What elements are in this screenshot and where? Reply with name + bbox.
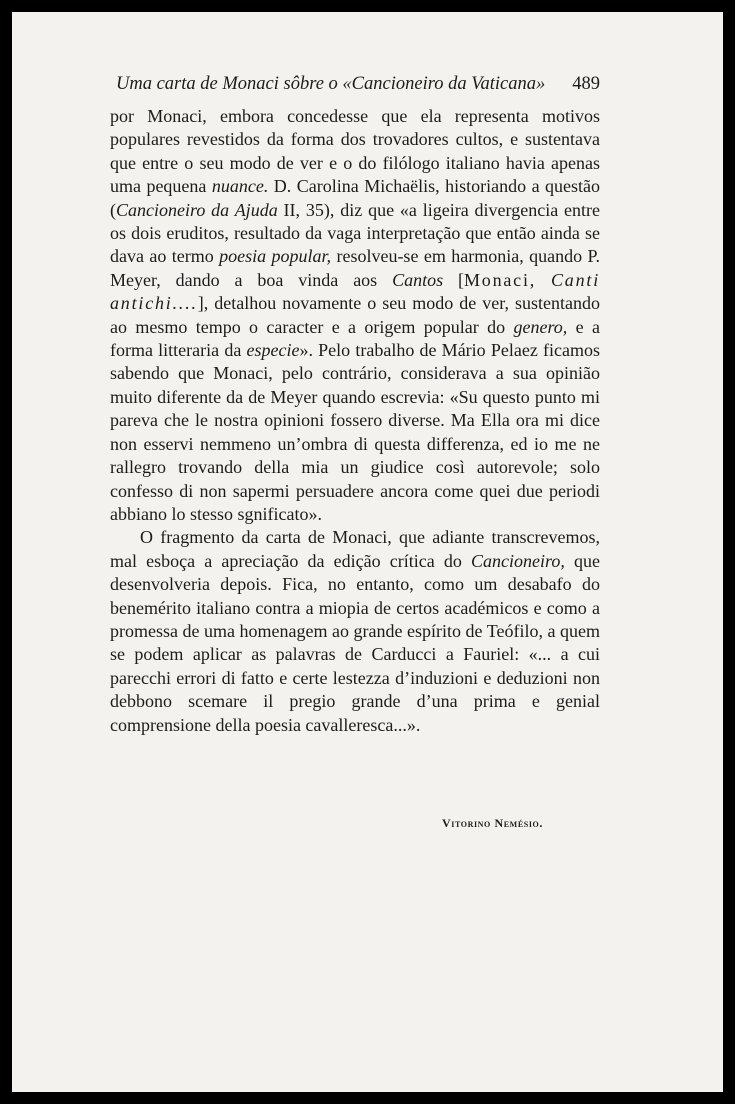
author-signature: Vitorino Nemésio. [442,816,543,830]
paragraph-2: O fragmento da carta de Monaci, que adiante transcrevemos, mal esboça a apreciação da edição crítica do Cancioneiro, que desenvolveria depois. Fica, no entanto, como um desabafo do benemérito italiano contra a miopia de certos académicos e como a promessa de uma homenagem ao grande espírito de Teófilo, a quem se podem aplicar as palavras de Carducci a Fauriel: «... a cui parecchi errori di fatto e certe lestezza d’induzioni e deduzioni non debbono scemare il pregio grande d’una prima e genial comprensione della poesia cavalleresca...». [110,527,600,735]
page-number: 489 [572,74,600,94]
running-header [116,74,600,95]
body-text [110,105,600,737]
running-title: Uma carta de Monaci sôbre o «Cancioneiro da Vaticana» [116,74,546,94]
page [12,12,723,1092]
paragraph-1: por Monaci, embora concedesse que ela representa motivos populares revestidos da forma dos trovadores cultos, e sustentava que entre o seu modo de ver e o do filólogo italiano havia apenas uma pequena nuance. D. Carolina Michaëlis, historiando a questão (Cancioneiro da Ajuda II, 35), diz que «a ligeira divergencia entre os dois eruditos, resultado da vaga interpretação que então ainda se dava ao termo poesia popular, resolveu-se em harmonia, quando P. Meyer, dando a boa vinda aos Cantos [Monaci, Canti antichi....], detalhou novamente o seu modo de ver, sustentando ao mesmo tempo o caracter e a origem popular do genero, e a forma litteraria da especie». Pelo trabalho de Mário Pelaez ficamos sabendo que Monaci, pelo contrário, considerava a sua opinião muito diferente da de Meyer quando escrevia: «Su questo punto mi pareva che le nostra opinioni fossero diverse. Ma Ella ora mi dice non esservi nemmeno un’ombra di questa differenza, ed io me ne rallegro trovando della mia un giudice così autorevole; solo confesso di non sapermi persuadere ancora come quei due periodi abbiano lo stesso sgnificato». [110,106,601,524]
